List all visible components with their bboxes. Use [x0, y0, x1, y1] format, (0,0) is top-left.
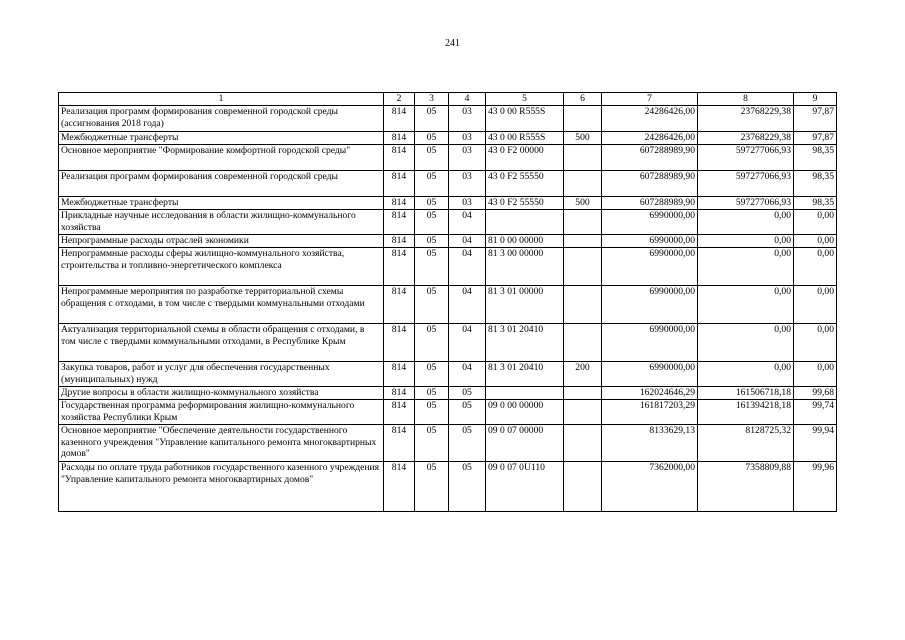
expense-type-cell	[564, 400, 602, 425]
subsection-cell: 03	[449, 171, 486, 197]
plan-amount-cell: 607288989,90	[602, 145, 698, 171]
percent-cell: 99,74	[794, 400, 837, 425]
expense-type-cell	[564, 324, 602, 362]
ved-cell: 814	[384, 197, 415, 210]
expense-type-cell	[564, 171, 602, 197]
ved-cell: 814	[384, 462, 415, 512]
plan-amount-cell: 24286426,00	[602, 106, 698, 132]
section-cell: 05	[415, 387, 449, 400]
target-article-cell: 81 3 00 00000	[486, 248, 564, 286]
expense-type-cell	[564, 425, 602, 462]
actual-amount-cell: 0,00	[698, 324, 794, 362]
subsection-cell: 03	[449, 145, 486, 171]
actual-amount-cell: 7358809,88	[698, 462, 794, 512]
section-cell: 05	[415, 286, 449, 324]
subsection-cell: 04	[449, 210, 486, 235]
table-row	[59, 132, 837, 145]
subsection-cell: 04	[449, 248, 486, 286]
section-cell: 05	[415, 132, 449, 145]
actual-amount-cell: 161506718,18	[698, 387, 794, 400]
plan-amount-cell: 607288989,90	[602, 197, 698, 210]
table-row	[59, 286, 837, 324]
plan-amount-cell: 162024646,29	[602, 387, 698, 400]
row-name-cell: Межбюджетные трансферты	[59, 197, 384, 210]
row-name-cell: Актуализация территориальной схемы в области обращения с отходами, в том числе с твердыми коммунальными отходами, в Республике Крым	[59, 324, 384, 362]
section-cell: 05	[415, 210, 449, 235]
expense-type-cell	[564, 235, 602, 248]
section-cell: 05	[415, 462, 449, 512]
row-name-cell: Другие вопросы в области жилищно-коммунального хозяйства	[59, 387, 384, 400]
plan-amount-cell: 6990000,00	[602, 248, 698, 286]
section-cell: 05	[415, 362, 449, 387]
expense-type-cell	[564, 462, 602, 512]
section-cell: 05	[415, 425, 449, 462]
subsection-cell: 05	[449, 462, 486, 512]
row-name-cell: Реализация программ формирования современной городской среды (ассигнования 2018 года)	[59, 106, 384, 132]
actual-amount-cell: 161394218,18	[698, 400, 794, 425]
table-row	[59, 324, 837, 362]
ved-cell: 814	[384, 324, 415, 362]
target-article-cell	[486, 210, 564, 235]
section-cell: 05	[415, 145, 449, 171]
section-cell: 05	[415, 400, 449, 425]
expense-type-cell	[564, 106, 602, 132]
table-header	[59, 93, 837, 106]
subsection-cell: 05	[449, 425, 486, 462]
expense-type-cell: 500	[564, 132, 602, 145]
subsection-cell: 03	[449, 197, 486, 210]
ved-cell: 814	[384, 425, 415, 462]
column-header: 9	[794, 93, 837, 106]
percent-cell: 0,00	[794, 235, 837, 248]
target-article-cell: 43 0 F2 00000	[486, 145, 564, 171]
row-name-cell: Непрограммные расходы сферы жилищно-коммунального хозяйства, строительства и топливно-энергетического комплекса	[59, 248, 384, 286]
plan-amount-cell: 6990000,00	[602, 286, 698, 324]
ved-cell: 814	[384, 400, 415, 425]
percent-cell: 97,87	[794, 132, 837, 145]
target-article-cell: 81 0 00 00000	[486, 235, 564, 248]
budget-table	[58, 92, 837, 512]
page-number: 241	[445, 38, 460, 49]
expense-type-cell	[564, 387, 602, 400]
ved-cell: 814	[384, 210, 415, 235]
ved-cell: 814	[384, 248, 415, 286]
target-article-cell	[486, 387, 564, 400]
column-header: 4	[449, 93, 486, 106]
expense-type-cell	[564, 145, 602, 171]
section-cell: 05	[415, 171, 449, 197]
table-row	[59, 387, 837, 400]
target-article-cell: 09 0 07 00000	[486, 425, 564, 462]
row-name-cell: Основное мероприятие "Формирование комфортной городской среды"	[59, 145, 384, 171]
row-name-cell: Прикладные научные исследования в области жилищно-коммунального хозяйства	[59, 210, 384, 235]
actual-amount-cell: 597277066,93	[698, 197, 794, 210]
subsection-cell: 04	[449, 286, 486, 324]
ved-cell: 814	[384, 387, 415, 400]
plan-amount-cell: 8133629,13	[602, 425, 698, 462]
percent-cell: 99,94	[794, 425, 837, 462]
table-row	[59, 171, 837, 197]
column-header: 5	[486, 93, 564, 106]
percent-cell: 98,35	[794, 171, 837, 197]
ved-cell: 814	[384, 145, 415, 171]
target-article-cell: 43 0 00 R555S	[486, 132, 564, 145]
percent-cell: 0,00	[794, 248, 837, 286]
target-article-cell: 43 0 F2 55550	[486, 197, 564, 210]
subsection-cell: 03	[449, 106, 486, 132]
section-cell: 05	[415, 197, 449, 210]
table-row	[59, 462, 837, 512]
plan-amount-cell: 161817203,29	[602, 400, 698, 425]
section-cell: 05	[415, 106, 449, 132]
ved-cell: 814	[384, 286, 415, 324]
subsection-cell: 04	[449, 324, 486, 362]
plan-amount-cell: 6990000,00	[602, 210, 698, 235]
expense-type-cell	[564, 210, 602, 235]
target-article-cell: 81 3 01 20410	[486, 362, 564, 387]
actual-amount-cell: 0,00	[698, 235, 794, 248]
table-row	[59, 210, 837, 235]
section-cell: 05	[415, 248, 449, 286]
target-article-cell: 09 0 07 0U110	[486, 462, 564, 512]
section-cell: 05	[415, 235, 449, 248]
actual-amount-cell: 23768229,38	[698, 132, 794, 145]
percent-cell: 0,00	[794, 362, 837, 387]
subsection-cell: 05	[449, 400, 486, 425]
percent-cell: 99,96	[794, 462, 837, 512]
target-article-cell: 09 0 00 00000	[486, 400, 564, 425]
target-article-cell: 81 3 01 20410	[486, 324, 564, 362]
target-article-cell: 43 0 00 R555S	[486, 106, 564, 132]
expense-type-cell: 500	[564, 197, 602, 210]
actual-amount-cell: 0,00	[698, 210, 794, 235]
table-body	[59, 106, 837, 512]
column-header: 8	[698, 93, 794, 106]
target-article-cell: 43 0 F2 55550	[486, 171, 564, 197]
row-name-cell: Межбюджетные трансферты	[59, 132, 384, 145]
actual-amount-cell: 8128725,32	[698, 425, 794, 462]
column-header: 7	[602, 93, 698, 106]
table-row	[59, 235, 837, 248]
percent-cell: 0,00	[794, 210, 837, 235]
actual-amount-cell: 0,00	[698, 248, 794, 286]
target-article-cell: 81 3 01 00000	[486, 286, 564, 324]
column-header: 2	[384, 93, 415, 106]
ved-cell: 814	[384, 132, 415, 145]
table-row	[59, 248, 837, 286]
ved-cell: 814	[384, 106, 415, 132]
table-row	[59, 362, 837, 387]
plan-amount-cell: 7362000,00	[602, 462, 698, 512]
ved-cell: 814	[384, 235, 415, 248]
table-row	[59, 145, 837, 171]
row-name-cell: Реализация программ формирования современной городской среды	[59, 171, 384, 197]
subsection-cell: 03	[449, 132, 486, 145]
subsection-cell: 04	[449, 235, 486, 248]
table-row	[59, 400, 837, 425]
ved-cell: 814	[384, 362, 415, 387]
actual-amount-cell: 23768229,38	[698, 106, 794, 132]
subsection-cell: 04	[449, 362, 486, 387]
subsection-cell: 05	[449, 387, 486, 400]
actual-amount-cell: 0,00	[698, 286, 794, 324]
expense-type-cell: 200	[564, 362, 602, 387]
header-row	[59, 93, 837, 106]
percent-cell: 98,35	[794, 145, 837, 171]
table-row	[59, 106, 837, 132]
actual-amount-cell: 0,00	[698, 362, 794, 387]
row-name-cell: Государственная программа реформирования жилищно-коммунального хозяйства Республики Крым	[59, 400, 384, 425]
percent-cell: 99,68	[794, 387, 837, 400]
row-name-cell: Расходы по оплате труда работников государственного казенного учреждения "Управление капитального ремонта многоквартирных домов"	[59, 462, 384, 512]
plan-amount-cell: 24286426,00	[602, 132, 698, 145]
row-name-cell: Непрограммные расходы отраслей экономики	[59, 235, 384, 248]
ved-cell: 814	[384, 171, 415, 197]
column-header: 3	[415, 93, 449, 106]
expense-type-cell	[564, 248, 602, 286]
table-row	[59, 197, 837, 210]
column-header: 6	[564, 93, 602, 106]
column-header: 1	[59, 93, 384, 106]
percent-cell: 0,00	[794, 324, 837, 362]
section-cell: 05	[415, 324, 449, 362]
plan-amount-cell: 6990000,00	[602, 324, 698, 362]
row-name-cell: Основное мероприятие "Обеспечение деятельности государственного казенного учреждения "Управление капитального ремонта многоквартирных домов"	[59, 425, 384, 462]
actual-amount-cell: 597277066,93	[698, 145, 794, 171]
percent-cell: 0,00	[794, 286, 837, 324]
actual-amount-cell: 597277066,93	[698, 171, 794, 197]
percent-cell: 98,35	[794, 197, 837, 210]
row-name-cell: Закупка товаров, работ и услуг для обеспечения государственных (муниципальных) нужд	[59, 362, 384, 387]
plan-amount-cell: 6990000,00	[602, 362, 698, 387]
plan-amount-cell: 6990000,00	[602, 235, 698, 248]
percent-cell: 97,87	[794, 106, 837, 132]
table-row	[59, 425, 837, 462]
row-name-cell: Непрограммные мероприятия по разработке территориальной схемы обращения с отходами, в том числе с твердыми коммунальными отходами	[59, 286, 384, 324]
expense-type-cell	[564, 286, 602, 324]
plan-amount-cell: 607288989,90	[602, 171, 698, 197]
